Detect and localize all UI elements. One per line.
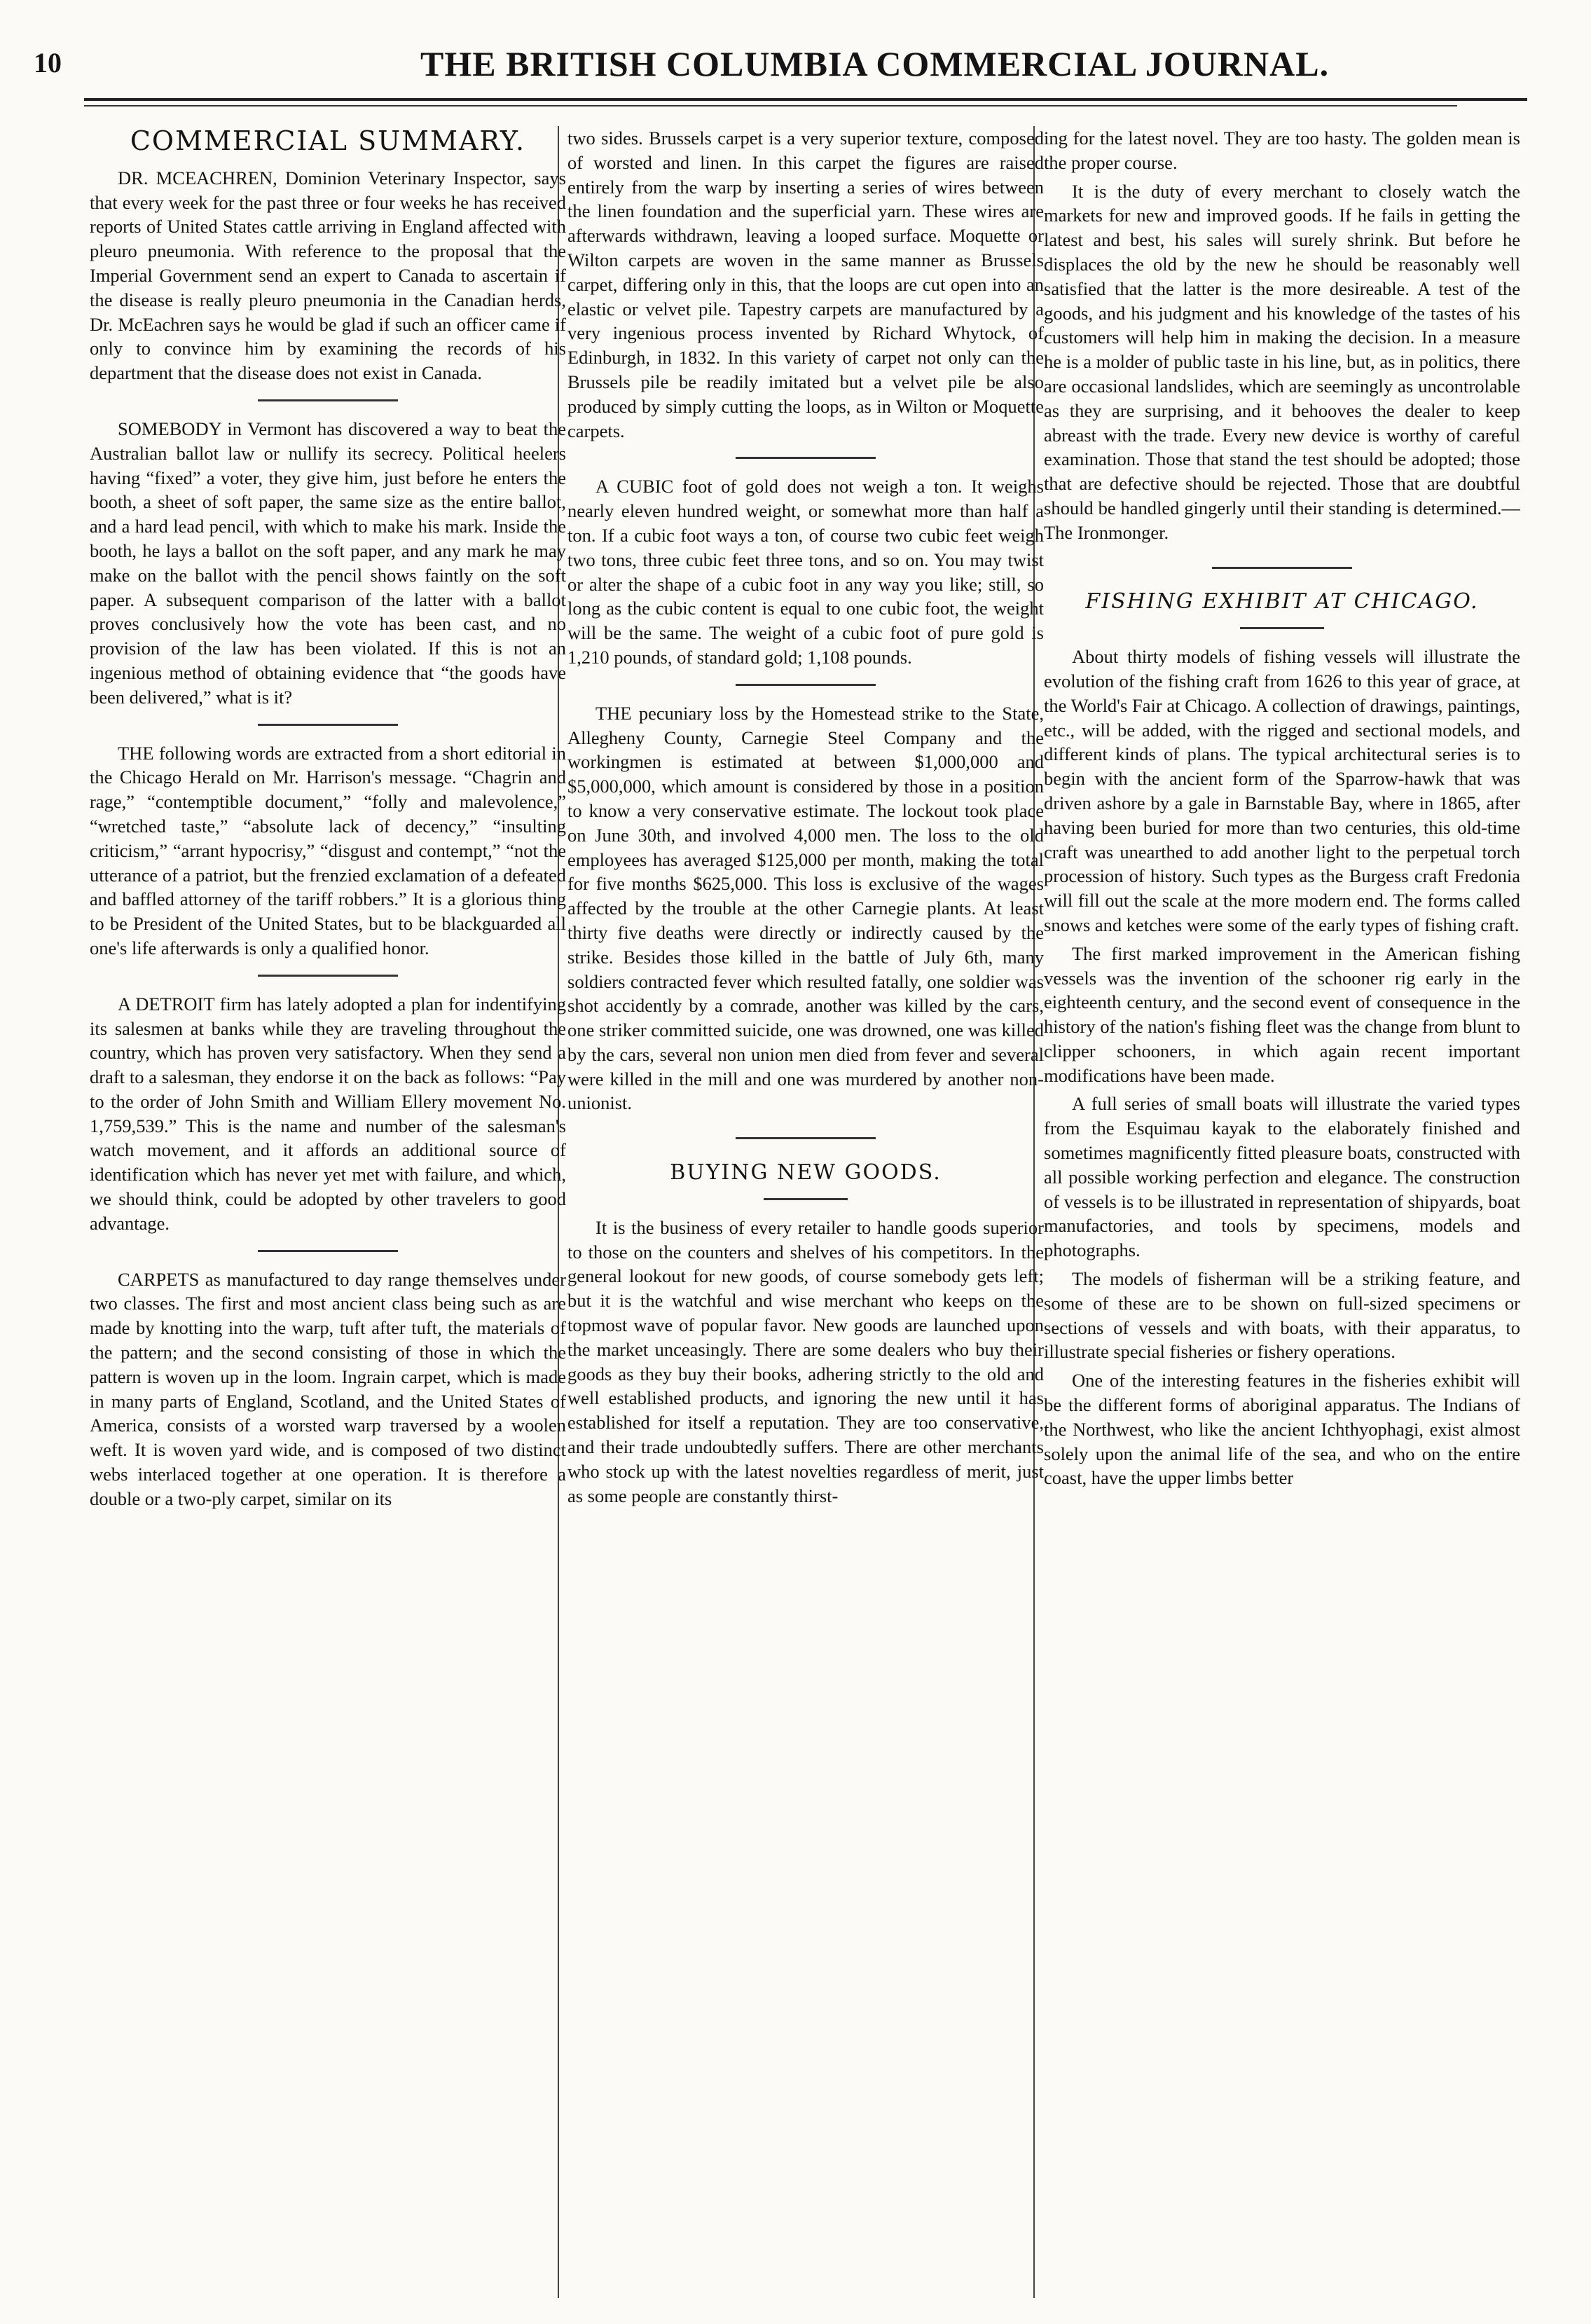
article-paragraph: It is the business of every retailer to handle goods superior to those on the counters and shelves of his competitors. In the general lookout for new goods, of course somebody gets left; but it is the watchful and wise merchant who keeps on the topmost wave of popular favor. New goods are launched upon the market unceasingly. There are some dealers who buy their goods as they buy their books, adhering strictly to the old and well established products, and ignoring the new until it has established for itself a reputation. They are too conservative, and their trade undoubtedly suffers. There are other merchants who stock up with the latest novelties regardless of merit, just as some people are constantly thirst-: [567, 1216, 1044, 1506]
section-heading-fishing-exhibit: FISHING EXHIBIT AT CHICAGO.: [1085, 589, 1479, 614]
article-paragraph: A full series of small boats will illustrate the varied types from the Esquimau kayak to the elaborately finished and sometimes magnificently fitted pleasure boats, constructed with all possible working perfection and elegance. The construction of vessels is to be illustrated in representation of shipyards, boat manufactories, and tools by specimens, models and photographs.: [1044, 1093, 1520, 1261]
article-paragraph: One of the interesting features in the fisheries exhibit will be the different forms of aboriginal apparatus. The Indians of the Northwest, who like the ancient Ichthyophagi, exist almost solely upon the animal life of the sea, and who on the entire coast, have the upper limbs better: [1044, 1370, 1520, 1489]
column-2: [567, 126, 1044, 2305]
article-paragraph: SOMEBODY in Vermont has discovered a way to beat the Australian ballot law or nullify its secrecy. Political heelers having “fixed” a voter, they give him, just before he enters the booth, a sheet of soft paper, the same size as the entire ballot, and a hard lead pencil, with which to make his mark. Inside the booth, he lays a ballot on the soft paper, and any mark he may make on the ballot with the pencil shows faintly on the soft paper. A subsequent comparison of the latter with a ballot proves conclusively how the vote has been cast, and no provision of the law has been violated. If this is not an ingenious method of obtaining evidence that “the goods have been delivered,” what is it?: [90, 418, 566, 708]
section-divider: [258, 724, 398, 726]
article-paragraph: DR. MCEACHREN, Dominion Veterinary Inspector, says that every week for the past three or four weeks he has received reports of United States cattle arriving in England affected with pleuro pneumonia. With reference to the proposal that the Imperial Government send an expert to Canada to ascertain if the disease is really pleuro pneumonia in the Canadian herds, Dr. McEachren says he would be glad if such an officer came if only to convince him by examining the records of his department that the disease does not exist in Canada.: [90, 167, 566, 384]
article-paragraph: ing for the latest novel. They are too hasty. The golden mean is the proper course.: [1044, 128, 1520, 173]
section-divider: [764, 1198, 848, 1200]
ornament-divider: [567, 1127, 1044, 1151]
column-1: [90, 126, 566, 2305]
article-paragraph: The models of fisherman will be a striking feature, and some of these are to be shown on full-sized specimens or sections of vessels and with boats, with their apparatus, to illustrate special fisheries or fishery operations.: [1044, 1268, 1520, 1363]
section-divider: [736, 684, 876, 686]
column-3: [1044, 126, 1520, 2305]
section-divider: [258, 975, 398, 977]
section-heading-commercial-summary: COMMERCIAL SUMMARY.: [130, 126, 526, 156]
article-paragraph: A CUBIC foot of gold does not weigh a ton. It weighs nearly eleven hundred weight, or somewhat more than half a ton. If a cubic foot ways a ton, of course two cubic feet weigh two tons, three cubic feet three tons, and so on. You may twist or alter the shape of a cubic foot in any way you like; still, so long as the cubic content is equal to one cubic foot, the weight will be the same. The weight of a cubic foot of pure gold is 1,210 pounds, of standard gold; 1,108 pounds.: [567, 476, 1044, 668]
article-paragraph: A DETROIT firm has lately adopted a plan for indentifying its salesmen at banks while they are traveling throughout the country, which has proven very satisfactory. When they send a draft to a salesman, they endorse it on the back as follows: “Pay to the order of John Smith and William Ellery movement No. 1,759,539.” This is the name and number of the salesman's watch movement, and it affords an additional source of identification which has never yet met with failure, and which, we should think, could be adopted by other travelers to good advantage.: [90, 993, 566, 1234]
article-paragraph: THE pecuniary loss by the Homestead strike to the State, Allegheny County, Carnegie Steel Company and the workingmen is estimated at between $1,000,000 and $5,000,000, which amount is considered by those in a position to know a very conservative estimate. The lockout took place on June 30th, and involved 4,000 men. The loss to the old employees has averaged $125,000 per month, making the total for five months $625,000. This loss is exclusive of the wages affected by the trouble at the other Carnegie plants. At least thirty five deaths were directly or indirectly caused by the strike. Besides those killed in the battle of July 6th, many soldiers contracted fever which resulted fatally, one soldier was shot accidently by a comrade, another was killed by the cars, one striker committed suicide, one was drowned, one was killed by the cars, several non union men died from fever and several were killed in the mill and one was murdered by another non-unionist.: [567, 702, 1044, 1114]
header-rule: [84, 98, 1527, 101]
section-divider: [1240, 627, 1324, 629]
header-rule-thin: [84, 105, 1457, 106]
page-number: 10: [34, 47, 62, 78]
ornament-divider: [1044, 556, 1520, 581]
section-divider: [258, 399, 398, 401]
article-paragraph: About thirty models of fishing vessels will illustrate the evolution of the fishing craft from 1626 to this year of grace, at the World's Fair at Chicago. A collection of drawings, paintings, etc., will be added, with the rigged and sectional models, and different kinds of plans. The typical architectural series is to begin with the ancient form of the Sparrow-hawk that was driven ashore by a gale in Barnstable Bay, where in 1865, after having been buried for more than two centuries, this old-time craft was unearthed to add another light to the perpetual torch procession of history. Such types as the Burgess craft Fredonia will fill out the scale at the more modern end. The forms called snows and ketches were some of the early types of fishing craft.: [1044, 646, 1520, 935]
article-paragraph: THE following words are extracted from a short editorial in the Chicago Herald on Mr. Harrison's message. “Chagrin and rage,” “contemptible document,” “folly and malevolence,” “wretched taste,” “absolute lack of decency,” “insulting criticism,” “arrant hypocrisy,” “disgust and contempt,” “not the utterance of a patriot, but the frenzied exclamation of a defeated and baffled attorney of the tariff robbers.” It is a glorious thing to be President of the United States, but to be blackguarded all one's life afterwards is only a qualified honor.: [90, 742, 566, 958]
article-paragraph: The first marked improvement in the American fishing vessels was the invention of the schooner rig early in the eighteenth century, and the second event of consequence in the history of the nation's fishing fleet was the change from blunt to clipper schooners, in which again recent important modifications have been made.: [1044, 942, 1520, 1086]
article-paragraph: It is the duty of every merchant to closely watch the markets for new and improved goods. If he fails in getting the latest and best, his sales will surely shrink. But before he displaces the old by the new he should be reasonably well satisfied that the latter is the more desireable. A test of the goods, and his judgment and his knowledge of the tastes of his customers will help him in making the decision. In a measure he is a molder of public taste in his line, but, as in politics, there are occasional landslides, which are seemingly as uncontrolable as they are surprising, and it behooves the dealer to keep abreast with the trade. Every new device is worthy of careful examination. Those that stand the test should be adopted; those that are defective should be rejected. Those that are doubtful should be handled gingerly until their standing is determined.—The Ironmonger.: [1044, 180, 1520, 543]
section-divider: [258, 1250, 398, 1252]
page-header: [28, 41, 1541, 90]
section-divider: [736, 457, 876, 459]
article-paragraph: CARPETS as manufactured to day range themselves under two classes. The first and most ancient class being such as are made by knotting into the warp, tuft after tuft, the materials of the pattern; and the second consisting of those in which the pattern is woven up in the loom. Ingrain carpet, which is made in many parts of England, Scotland, and the United States of America, consists of a worsted warp traversed by a woolen weft. It is woven yard wide, and is composed of two distinct webs interlaced together at one operation. It is therefore a double or a two-ply carpet, similar on its: [90, 1268, 566, 1509]
section-heading-buying-new-goods: BUYING NEW GOODS.: [670, 1160, 942, 1185]
journal-title: THE BRITISH COLUMBIA COMMERCIAL JOURNAL.: [420, 44, 1330, 83]
article-paragraph: two sides. Brussels carpet is a very superior texture, composed of worsted and linen. In this carpet the figures are raised entirely from the warp by inserting a series of wires between the linen foundation and the superficial yarn. These wires are afterwards withdrawn, leaving a looped surface. Moquette or Wilton carpets are woven in the same manner as Brussels carpet, differing only in this, that the loops are cut open into an elastic or velvet pile. Tapestry carpets are manufactured by a very ingenious process invented by Richard Whytock, of Edinburgh, in 1832. In this variety of carpet not only can the Brussels pile be readily imitated but a velvet pile be also produced by simply cutting the loops, as in Wilton or Moquette carpets.: [567, 128, 1044, 441]
